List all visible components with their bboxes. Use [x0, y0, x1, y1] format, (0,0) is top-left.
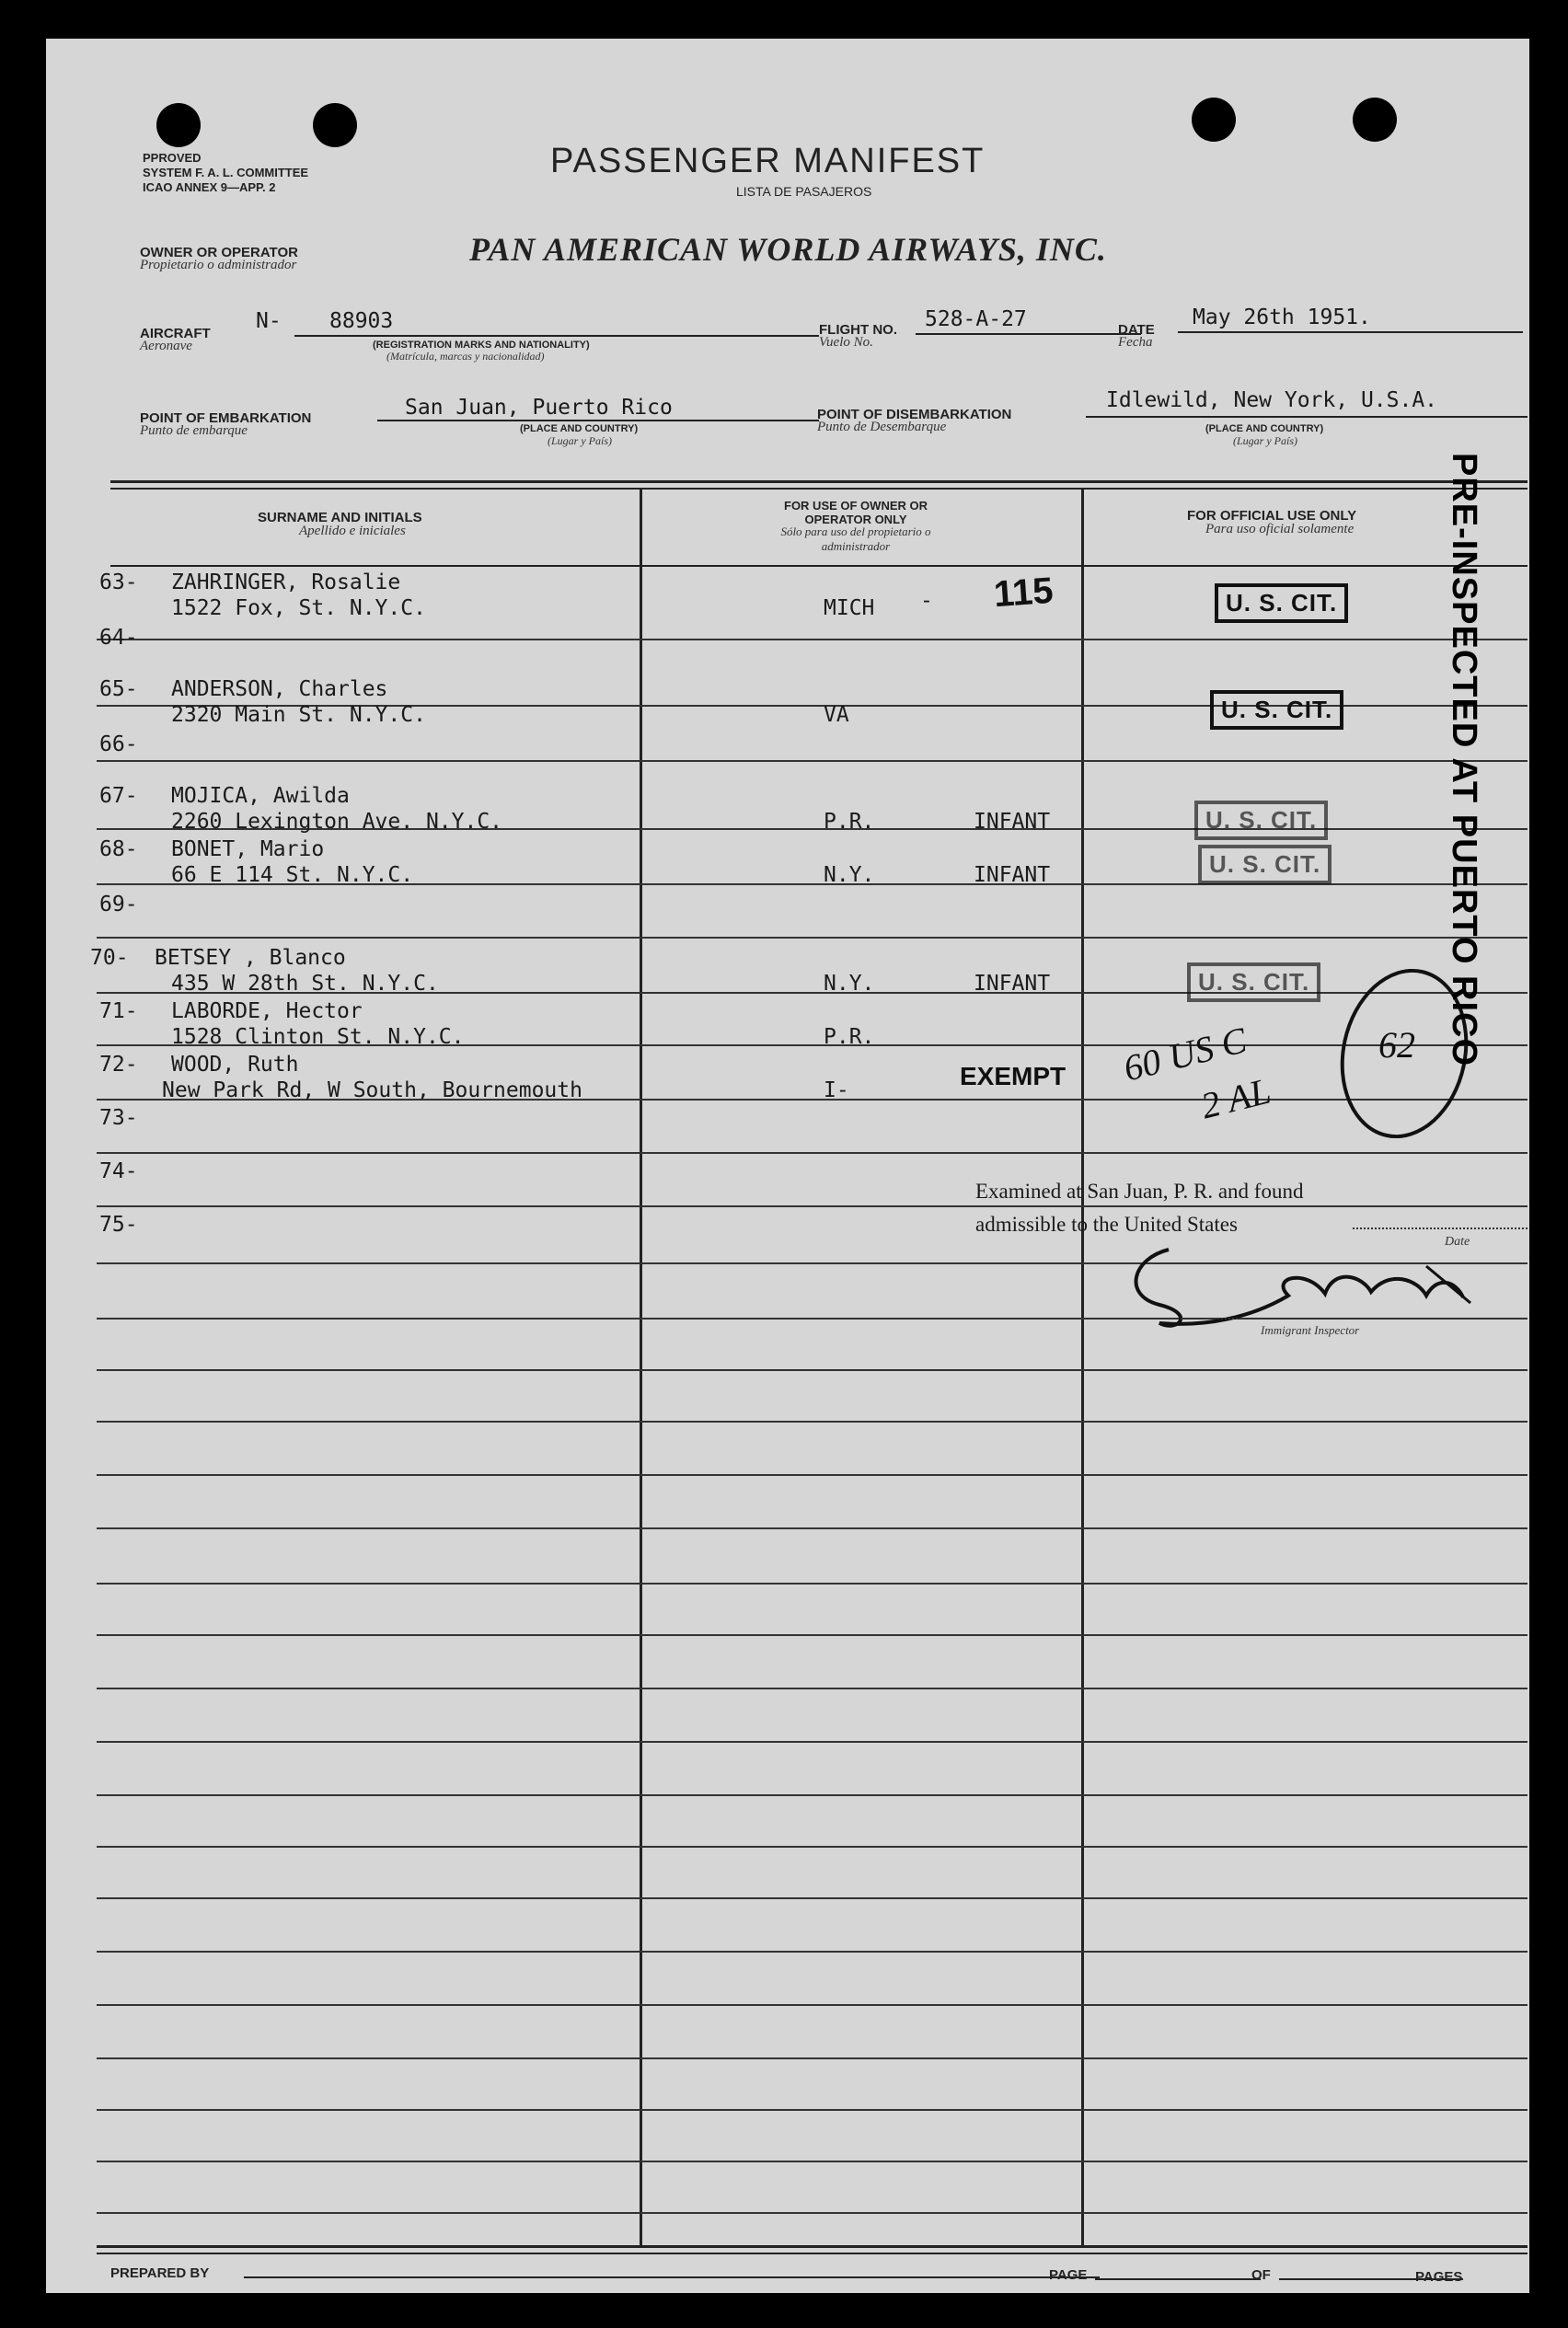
- passenger-address: 1522 Fox, St. N.Y.C.: [171, 596, 426, 620]
- date-dotted-line: [1353, 1227, 1528, 1229]
- passenger-state: VA: [824, 703, 849, 727]
- place-note-es: (Lugar y País): [1233, 434, 1297, 447]
- passenger-note: INFANT: [974, 863, 1051, 887]
- embark-place: San Juan, Puerto Rico: [405, 396, 673, 420]
- operator-name: PAN AMERICAN WORLD AIRWAYS, INC.: [469, 231, 1107, 268]
- registration-note-es: (Matrícula, marcas y nacionalidad): [386, 350, 545, 363]
- col-name-header: SURNAME AND INITIALS: [258, 510, 422, 525]
- passenger-name: BONET, Mario: [171, 837, 325, 861]
- handwritten-count: 115: [992, 570, 1055, 616]
- exempt-stamp: EXEMPT: [960, 1062, 1066, 1090]
- place-note: (PLACE AND COUNTRY): [1205, 423, 1324, 434]
- approval-block: [143, 151, 308, 195]
- passenger-state: MICH: [824, 596, 875, 620]
- passenger-address: 2320 Main St. N.Y.C.: [171, 703, 426, 727]
- passenger-name: ZAHRINGER, Rosalie: [171, 570, 401, 594]
- row-number: 63-: [99, 570, 138, 594]
- passenger-state: N.Y.: [824, 863, 875, 887]
- passenger-address: 66 E 114 St. N.Y.C.: [171, 863, 414, 887]
- date-caption: Date: [1445, 1235, 1470, 1249]
- header-rule: [110, 565, 1528, 567]
- us-citizen-stamp: U. S. CIT.: [1187, 962, 1320, 1002]
- passenger-name: LABORDE, Hector: [171, 999, 363, 1023]
- row-number: 65-: [99, 677, 138, 701]
- col-operator-header-es: Sólo para uso del propietario o administrador: [780, 524, 931, 553]
- us-citizen-stamp: U. S. CIT.: [1215, 583, 1348, 623]
- passenger-name: MOJICA, Awilda: [171, 784, 350, 808]
- passenger-state: I-: [824, 1078, 849, 1102]
- row-number: 71-: [99, 999, 138, 1023]
- passenger-name: WOOD, Ruth: [171, 1053, 299, 1077]
- place-note-es: (Lugar y País): [548, 434, 612, 447]
- owner-label-es: Propietario o administrador: [140, 258, 297, 272]
- disembark-label-es: Punto de Desembarque: [817, 420, 947, 434]
- page-subtitle: LISTA DE PASAJEROS: [736, 184, 872, 199]
- place-note: (PLACE AND COUNTRY): [520, 423, 639, 434]
- passenger-address: 435 W 28th St. N.Y.C.: [171, 972, 439, 996]
- examined-line: Examined at San Juan, P. R. and found: [975, 1180, 1304, 1203]
- punch-hole: [313, 103, 357, 147]
- flight-number: 528-A-27: [925, 307, 1027, 331]
- us-citizen-stamp: U. S. CIT.: [1210, 690, 1343, 730]
- of-label: OF: [1251, 2267, 1271, 2283]
- row-number: 72-: [99, 1053, 138, 1077]
- embark-label-es: Punto de embarque: [140, 423, 248, 438]
- pre-inspected-stamp: [1445, 453, 1502, 1078]
- col-official-header-es: Para uso oficial solamente: [1205, 522, 1355, 536]
- manifest-page: [46, 39, 1529, 2293]
- passenger-state: N.Y.: [824, 972, 875, 996]
- passenger-note: INFANT: [974, 810, 1051, 834]
- aircraft-registration: 88903: [329, 309, 394, 333]
- header-rule: [110, 488, 1528, 490]
- col-operator-header: FOR USE OF OWNER OR OPERATOR ONLY: [784, 499, 928, 526]
- approval-line: PPROVED: [143, 151, 202, 165]
- page-label: PAGE: [1049, 2267, 1088, 2283]
- disembark-label: POINT OF DISEMBARKATION: [817, 407, 1012, 422]
- row-number: 66-: [99, 732, 138, 756]
- handwritten-tally: 60 US C: [1119, 1019, 1251, 1089]
- passenger-name: BETSEY , Blanco: [155, 946, 346, 970]
- row-number: 68-: [99, 837, 138, 861]
- embark-label: POINT OF EMBARKATION: [140, 410, 312, 426]
- registration-note: (REGISTRATION MARKS AND NATIONALITY): [373, 340, 590, 351]
- passenger-address: 2260 Lexington Ave. N.Y.C.: [171, 810, 503, 834]
- row-number: 69-: [99, 893, 138, 916]
- row-number: 75-: [99, 1213, 138, 1237]
- us-citizen-stamp: U. S. CIT.: [1194, 801, 1328, 840]
- punch-hole: [1353, 98, 1397, 142]
- us-citizen-stamp: U. S. CIT.: [1198, 845, 1332, 884]
- date-label-es: Fecha: [1118, 335, 1153, 350]
- flight-label: FLIGHT NO.: [819, 322, 897, 338]
- aircraft-label: AIRCRAFT: [140, 326, 211, 341]
- row-number: 74-: [99, 1159, 138, 1183]
- handwritten-tally: 2 AL: [1196, 1069, 1275, 1127]
- passenger-name: ANDERSON, Charles: [171, 677, 388, 701]
- column-divider: [1081, 490, 1084, 2247]
- col-name-header-es: Apellido e iniciales: [299, 524, 406, 538]
- passenger-note: -: [920, 589, 933, 613]
- pages-label: PAGES: [1415, 2269, 1463, 2285]
- owner-label: OWNER OR OPERATOR: [140, 245, 298, 260]
- flight-date: May 26th 1951.: [1193, 305, 1371, 329]
- examined-line: admissible to the United States: [975, 1213, 1238, 1236]
- approval-line: SYSTEM F. A. L. COMMITTEE: [143, 166, 309, 179]
- punch-hole: [156, 103, 201, 147]
- inspector-caption: Immigrant Inspector: [1261, 1323, 1360, 1337]
- flight-label-es: Vuelo No.: [819, 335, 873, 350]
- row-number: 67-: [99, 784, 138, 808]
- pre-inspected-text: PRE-INSPECTED AT PUERTO RICO: [1445, 453, 1483, 1067]
- col-official-header: FOR OFFICIAL USE ONLY: [1187, 508, 1357, 524]
- passenger-note: INFANT: [974, 972, 1051, 996]
- date-label: DATE: [1118, 322, 1155, 338]
- row-number: 64-: [99, 626, 138, 650]
- header-rule: [110, 480, 1528, 483]
- passenger-state: P.R.: [824, 1025, 875, 1049]
- passenger-address: 1528 Clinton St. N.Y.C.: [171, 1025, 465, 1049]
- page-title: PASSENGER MANIFEST: [550, 142, 986, 180]
- column-divider: [640, 490, 642, 2247]
- aircraft-prefix: N-: [256, 309, 282, 333]
- passenger-state: P.R.: [824, 810, 875, 834]
- handwritten-total: 62: [1378, 1024, 1415, 1066]
- aircraft-label-es: Aeronave: [140, 339, 192, 353]
- passenger-address: New Park Rd, W South, Bournemouth: [162, 1078, 582, 1102]
- prepared-by-label: PREPARED BY: [110, 2265, 210, 2281]
- row-number: 70-: [90, 946, 129, 970]
- disembark-place: Idlewild, New York, U.S.A.: [1106, 388, 1438, 412]
- row-number: 73-: [99, 1106, 138, 1130]
- inspector-line: [1123, 1318, 1509, 1320]
- approval-line: ICAO ANNEX 9—APP. 2: [143, 180, 276, 194]
- punch-hole: [1192, 98, 1236, 142]
